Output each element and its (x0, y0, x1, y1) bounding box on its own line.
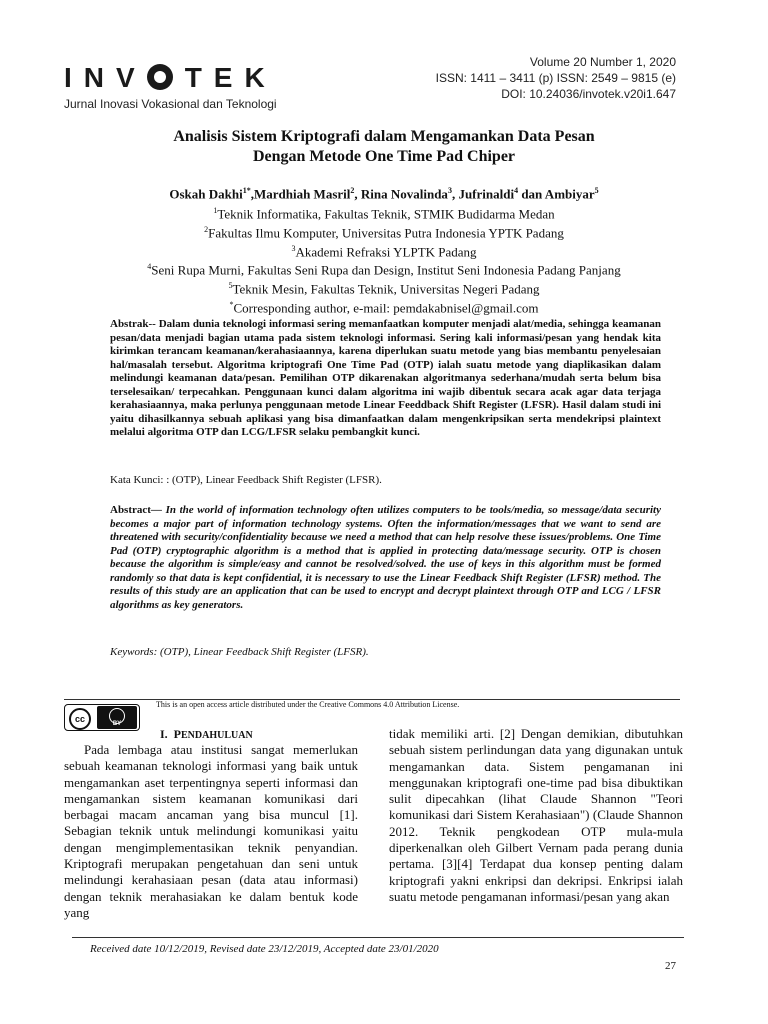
abstract-english (110, 504, 661, 612)
author-name: Oskah Dakhi (169, 186, 243, 202)
abstract-text: In the world of information technology often utilizes computers to be tools/media, so message/data security becomes a major part of information technology systems. Often the information/messages that we want to send are threatened with security/confidentiality because we need a method that can help resolve these issues/problems. One Time Pad (OTP) cryptographic algorithm is a method that is applied in protecting data/message security. OTP is chosen because the algorithm is simple/easy and cannot be resolved/solved. the use of keys in this algorithm must be formed randomly so that data is kept confidential, it is necessary to use the Linear Feedback Shift Register (LFSR) method. The results of this study are an application that can be used to encrypt and decrypt plaintext through OTP and LCG / LFSR algorithms as key generators. (110, 504, 661, 611)
paper-title (100, 127, 668, 167)
logo-text-end: TEK (184, 62, 277, 93)
affiliation: $^5$Teknik Mesin, Fakultas Teknik, Universitas Negeri Padang (228, 281, 540, 297)
section-first-letter: P (173, 727, 182, 741)
abstract-label: Abstract— (110, 504, 162, 516)
volume-info (436, 54, 676, 102)
authors (80, 186, 688, 202)
abstrak: Abstrak-- Dalam dunia teknologi informasi sering memanfaatkan komputer menjadi alat/media, sehingga keamanan pesan/data menjadi bagian utama pada sistem teknologi informasi. Sering kali informasi/pesan yang hendak kita kirimkan terancam keamanan/kerahasiaannya, karena diperlukan suatu metode yang bias membantu penyelesaian hal/masalah tersebut. Algoritma kriptografi One Time Pad (OTP) ialah suatu metode yang diaplikasikan dalam melindungi keamanan data/pesan. Pemilihan OTP dikarenakan algoritmanya sederhana/mudah serta belum bisa terselesaikan/ terpecahkan. Penggunaan kunci dalam algoritma ini wajib dibentuk secara acak agar data terjaga kerahasiaannya, maka perlunya penggunaan metode Linear Feeddback Shift Register (LFSR). Hasil dalam studi ini yaitu dihasilkannya sebuah aplikasi yang bisa dimanfaatkan dalam mengenkripsikan serta mendekripsi plaintext melalui algoritma OTP dan LCG/LFSR selaku pembangkit kunci. (110, 318, 661, 438)
cc-by-badge[interactable] (64, 704, 140, 731)
logo-text-start: INV (64, 62, 147, 93)
author-sup: 5 (594, 186, 599, 195)
author-sup: 1* (242, 186, 251, 195)
body-column-right: tidak memiliki arti. [2] Dengan demikian, dibutuhkan sebuah sistem perlindungan data yang digunakan untuk mengamankan data. Sistem pengamanan ini menggunakan kriptografi one-time pad bisa dibuktikan sulit dipecahkan (lihat Claude Shannon "Teori komunikasi dari Sistem Kerahasiaan") (Claude Shannon 2012. Teknik pengkodean OTP mula-mula diperkenalkan oleh Gilbert Vernam pada perang dunia pertama. [3][4] Terdapat dua konsep penting dalam kriptografi yakni enkripsi dan dekripsi. Enkripsi ialah suatu metode pengamanan informasi/pesan yang akan (389, 726, 683, 904)
title-line-1: Analisis Sistem Kriptografi dalam Mengamankan Data Pesan (173, 128, 595, 145)
author-name: ,Mardhiah Masril (250, 186, 351, 202)
affiliations (80, 203, 688, 316)
body-column-left: Pada lembaga atau institusi sangat memerlukan sebuah keamanan teknologi informasi yang baik untuk mengamankan aset terpentingnya seperti informasi dan mengamankan sistem keamanan komunikasi dari berbagai macam ancaman yang bisa muncul [1]. Sebagian teknik untuk melindungi komunikasi yaitu dengan mengimplementasikan teknik penyandian. Kriptografi merupakan pengetahuan dan seni untuk melindungi kerahasiaan pesan (data atau informasi) dengan teknik merahasiakan ke dalam bentuk kode yang (64, 742, 358, 920)
license-text: This is an open access article distributed under the Creative Commons 4.0 Attribution License. (156, 700, 460, 709)
cc-icon: cc (69, 708, 91, 730)
issn: ISSN: 1411 – 3411 (p) ISSN: 2549 – 9815 (e) (435, 71, 676, 85)
keywords-english: Keywords: (OTP), Linear Feedback Shift Register (LFSR). (110, 646, 369, 658)
divider (72, 937, 684, 938)
corresponding-author: *Corresponding author, e-mail: pemdakabnisel@gmail.com (229, 300, 539, 316)
by-label: BY (112, 721, 122, 727)
affiliation: $^2$Fakultas Ilmu Komputer, Universitas Putra Indonesia YPTK Padang (204, 224, 564, 241)
section-heading (160, 727, 253, 742)
received-dates: Received date 10/12/2019, Revised date 23/12/2019, Accepted date 23/01/2020 (90, 943, 439, 955)
author-sup: 4 (514, 186, 519, 195)
by-icon (97, 706, 137, 729)
author-sup: 3 (447, 186, 452, 195)
author-name: , Rina Novalinda (354, 186, 448, 202)
kata-kunci: Kata Kunci: : (OTP), Linear Feedback Shift Register (LFSR). (110, 474, 382, 486)
affiliation: $^3$Akademi Refraksi YLPTK Padang (291, 243, 477, 259)
affiliation: $^1$Teknik Informatika, Fakultas Teknik, STMIK Budidarma Medan (213, 206, 555, 222)
doi: DOI: 10.24036/invotek.v20i1.647 (501, 87, 676, 101)
author-name: dan Ambiyar (518, 186, 595, 202)
journal-logo (64, 62, 277, 94)
section-rest: ENDAHULUAN (181, 730, 253, 741)
journal-name: Jurnal Inovasi Vokasional dan Teknologi (64, 97, 277, 111)
author-sup: 2 (350, 186, 355, 195)
author-name: , Jufrinaldi (451, 186, 515, 202)
volume: Volume 20 Number 1, 2020 (529, 55, 676, 69)
section-number: I. (160, 727, 168, 741)
affiliation: $^4$Seni Rupa Murni, Fakultas Seni Rupa dan Design, Institut Seni Indonesia Padang Panjang (147, 262, 621, 278)
title-line-2: Dengan Metode One Time Pad Chiper (252, 148, 516, 165)
gear-icon (147, 64, 173, 90)
page-number: 27 (665, 960, 676, 972)
